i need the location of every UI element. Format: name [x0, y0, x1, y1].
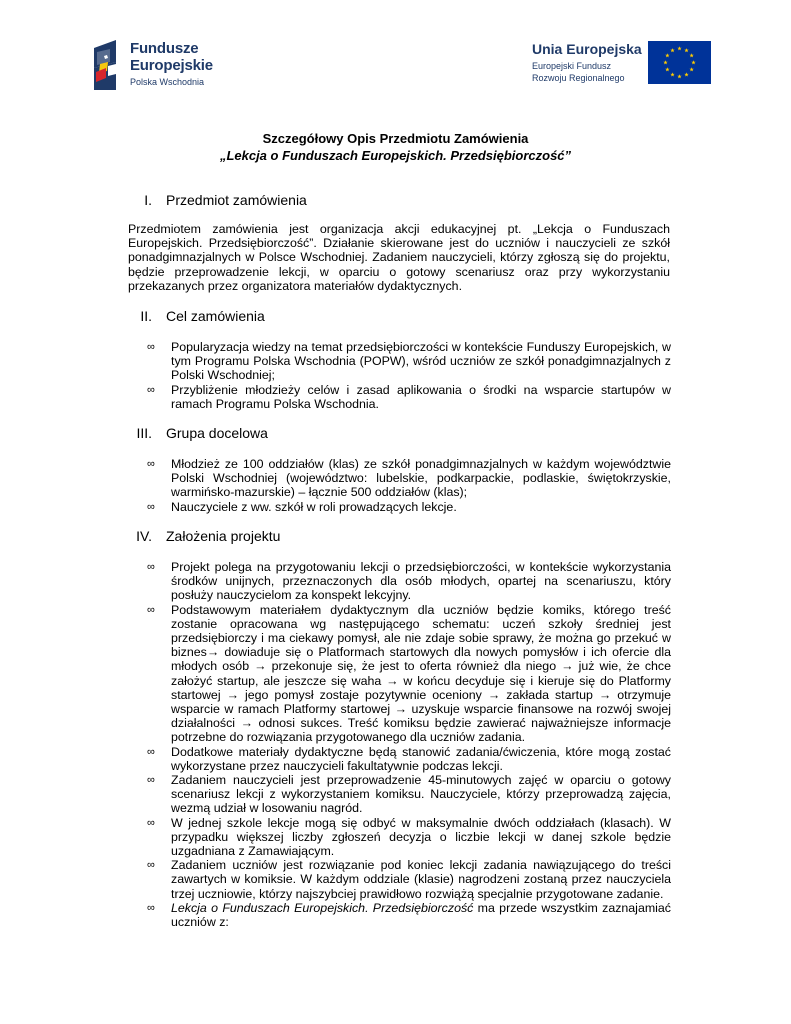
bullet-icon: ∞: [147, 859, 155, 872]
section-1-title: Przedmiot zamówienia: [166, 192, 307, 208]
bullet-icon: ∞: [147, 561, 155, 573]
section-3-list: [143, 457, 671, 514]
fundusze-europejskie-logo: [92, 38, 232, 96]
section-2-list: [143, 340, 671, 411]
list-item: [143, 457, 671, 500]
list-item: [143, 603, 671, 745]
list-item-text: Popularyzacja wiedzy na temat przedsiębiorczości w kontekście Funduszy Europejskich, w tym Programu Polska Wschodnia (POPW), wśród uczniów ze szkół ponadgimnazjalnych z Polski Wschodniej;: [171, 340, 671, 383]
section-4-number: IV.: [136, 528, 152, 544]
fe-logo-line1: Fundusze: [130, 40, 199, 57]
ue-logo-line1: Unia Europejska: [532, 41, 642, 57]
section-4-title: Założenia projektu: [166, 528, 281, 544]
list-item-text: Przybliżenie młodzieży celów i zasad aplikowania o środki na wsparcie startupów w ramach Programu Polska Wschodnia.: [171, 382, 671, 411]
bullet-icon: ∞: [147, 901, 155, 914]
list-item: [143, 901, 671, 929]
bullet-icon: ∞: [147, 341, 155, 353]
list-item-text: Projekt polega na przygotowaniu lekcji o przedsiębiorczości, w kontekście wykorzystania środków unijnych, przeznaczonych dla osób młodych, opartej na scenariuszu, który posłuży nauczycielom za konspekt lekcyjny.: [171, 560, 671, 603]
section-1-number: I.: [144, 192, 152, 208]
fe-flag-icon: [92, 38, 124, 92]
list-item-text: Zadaniem uczniów jest rozwiązanie pod koniec lekcji zadania nawiązującego do treści zawartych w komiksie. W każdym oddziale (klasie) nagrodzeni zostaną przez nauczyciela trzej uczniowie, którzy najszybciej prawidłowo rozwiążą specjalnie przygotowane zadanie.: [171, 858, 671, 901]
section-1-heading: [118, 192, 307, 209]
section-1-paragraph: Przedmiotem zamówienia jest organizacja akcji edukacyjnej pt. „Lekcja o Funduszach Europejskich. Przedsiębiorczość”. Działanie skierowane jest do uczniów i nauczycieli ze szkół ponadgimnazjalnych w Polsce Wschodniej. Zadaniem nauczycieli, którzy zgłoszą się do projektu, będzie przeprowadzenie lekcji, w oparciu o gotowy scenariusz oraz przy wykorzystaniu przekazanych przez organizatora materiałów dydaktycznych.: [128, 222, 670, 293]
list-item-text: W jednej szkole lekcje mogą się odbyć w maksymalnie dwóch oddziałach (klasach). W przypadku większej liczby zgłoszeń decyzja o liczbie lekcji w danej szkole będzie uzgadniana z Zamawiającym.: [171, 815, 671, 859]
bullet-icon: ∞: [147, 500, 155, 513]
bullet-icon: ∞: [147, 603, 155, 616]
ue-logo-line3: Rozwoju Regionalnego: [532, 73, 625, 83]
title-line2: „Lekcja o Funduszach Europejskich. Przedsiębiorczość”: [219, 148, 572, 163]
bullet-icon: ∞: [147, 383, 155, 396]
fe-logo-line2: Europejskie: [130, 57, 213, 74]
section-2-title: Cel zamówienia: [166, 308, 265, 324]
list-item: [143, 816, 671, 859]
section-3-heading: [118, 425, 268, 442]
section-2-number: II.: [140, 308, 152, 324]
list-item-text: Dodatkowe materiały dydaktyczne będą stanowić zadania/ćwiczenia, które mogą zostać wykorzystane przez nauczycieli fakultatywnie podczas lekcji.: [171, 744, 671, 773]
list-item: [143, 773, 671, 816]
list-item-text: Zadaniem nauczycieli jest przeprowadzenie 45-minutowych zajęć w oparciu o gotowy scenariusz lekcji z wykorzystaniem komiksu. Nauczyciele, którzy przeprowadzą zajęcia, wezmą udział w losowaniu nagród.: [171, 773, 671, 816]
section-4-list: [143, 560, 671, 929]
fe-logo-line3: Polska Wschodnia: [130, 77, 205, 87]
title-line1: Szczegółowy Opis Przedmiotu Zamówienia: [262, 131, 529, 146]
list-item-text: Nauczyciele z ww. szkół w roli prowadzących lekcje.: [171, 499, 457, 514]
eu-flag-icon: [648, 41, 711, 84]
list-item: [143, 858, 671, 901]
document-title: [0, 130, 791, 164]
list-item-text: ma przede wszystkim zaznajamiać uczniów z:: [171, 900, 671, 930]
section-4-heading: [118, 528, 280, 545]
section-3-number: III.: [136, 425, 152, 441]
bullet-icon: ∞: [147, 458, 155, 470]
section-3-title: Grupa docelowa: [166, 425, 268, 441]
bullet-icon: ∞: [147, 816, 155, 829]
list-item: [143, 745, 671, 773]
list-item-italic-text: Lekcja o Funduszach Europejskich. Przedsiębiorczość: [171, 900, 474, 915]
list-item-text: Podstawowym materiałem dydaktycznym dla uczniów będzie komiks, którego treść zostanie opracowana wg następującego schematu: uczeń szkoły średniej jest przedsiębiorczy i ma ciekawy pomysł, ale nie zdaje sobie sprawy, że można go przekuć w biznes→ dowiaduje się o Platformach startowych dla nowych pomysłów i ich ofercie dla młodych osób → przekonuje się, że jest to oferta również dla niego → już wie, że chce założyć startup, ale jeszcze się waha → w końcu decyduje się i kieruje się do Platformy startowej → jego pomysł zostaje pozytywnie oceniony → zakłada startup → otrzymuje wsparcie w ramach Platformy startowej → uzyskuje wsparcie finansowe na rozwój swojej działalności → odnosi sukces. Treść komiksu będzie zawierać najważniejsze informacje potrzebne do rozwiązania przygotowanego dla uczniów zadania.: [171, 602, 671, 745]
list-item: [143, 340, 671, 383]
list-item: [143, 383, 671, 411]
list-item: [143, 560, 671, 603]
bullet-icon: ∞: [147, 745, 155, 758]
list-item: [143, 500, 671, 514]
ue-logo-line2: Europejski Fundusz: [532, 61, 612, 71]
list-item-text: Młodzież ze 100 oddziałów (klas) ze szkół ponadgimnazjalnych w każdym województwie Polski Wschodniej (województwo: lubelskie, podkarpackie, podlaskie, świętokrzyskie, warmińsko-mazurskie) – łącznie 500 oddziałów (klas);: [171, 457, 671, 500]
section-2-heading: [118, 308, 265, 325]
bullet-icon: ∞: [147, 774, 155, 787]
unia-europejska-logo: [532, 41, 712, 87]
